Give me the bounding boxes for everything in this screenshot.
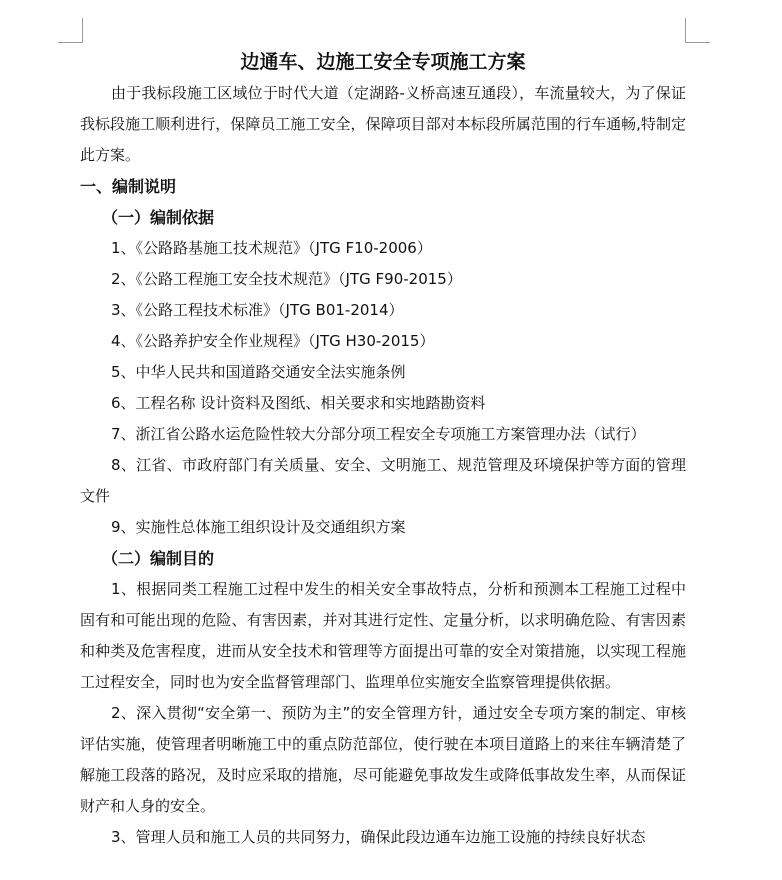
- subsection-heading: （一）编制依据: [102, 208, 215, 227]
- purpose-paragraph: 3、管理人员和施工人员的共同努力，确保此段边通车边施工设施的持续良好状态: [111, 828, 646, 846]
- basis-item: 2、《公路工程施工安全技术规范》（JTG F90-2015）: [111, 270, 462, 288]
- basis-item: 4、《公路养护安全作业规程》（JTG H30-2015）: [111, 332, 435, 350]
- section-heading: 一、编制说明: [80, 177, 177, 196]
- basis-item: 5、中华人民共和国道路交通安全法实施条例: [111, 363, 406, 381]
- basis-item: 7、浙江省公路水运危险性较大分部分项工程安全专项施工方案管理办法（试行）: [111, 425, 646, 443]
- document-body: [80, 46, 686, 853]
- basis-item: 1、《公路路基施工技术规范》（JTG F10-2006）: [111, 239, 432, 257]
- page-corner-mark-top-left: [58, 18, 83, 43]
- basis-item: 9、实施性总体施工组织设计及交通组织方案: [111, 518, 406, 536]
- page-corner-mark-top-right: [685, 18, 710, 43]
- basis-item: 8、江省、市政府部门有关质量、安全、文明施工、规范管理及环境保护等方面的管理文件: [80, 456, 686, 505]
- document-title: 边通车、边施工安全专项施工方案: [240, 51, 526, 73]
- purpose-paragraph: 2、深入贯彻“安全第一、预防为主”的安全管理方针，通过安全专项方案的制定、审核评估实施，使管理者明晰施工中的重点防范部位，使行驶在本项目道路上的来往车辆清楚了解施工段落的路况，及时应采取的措施，尽可能避免事故发生或降低事故发生率，从而保证财产和人身的安全。: [80, 704, 686, 815]
- basis-item: 3、《公路工程技术标准》（JTG B01-2014）: [111, 301, 404, 319]
- purpose-paragraph: 1、根据同类工程施工过程中发生的相关安全事故特点，分析和预测本工程施工过程中固有和可能出现的危险、有害因素，并对其进行定性、定量分析，以求明确危险、有害因素和种类及危害程度，进而从安全技术和管理等方面提出可靠的安全对策措施，以实现工程施工过程安全，同时也为安全监督管理部门、监理单位实施安全监察管理提供依据。: [80, 580, 686, 691]
- basis-item: 6、工程名称 设计资料及图纸、相关要求和实地踏勘资料: [111, 394, 486, 412]
- subsection-heading: （二）编制目的: [102, 549, 215, 568]
- intro-paragraph: 由于我标段施工区域位于时代大道（定湖路-义桥高速互通段），车流量较大，为了保证我标段施工顺利进行，保障员工施工安全，保障项目部对本标段所属范围的行车通畅,特制定此方案。: [80, 84, 686, 164]
